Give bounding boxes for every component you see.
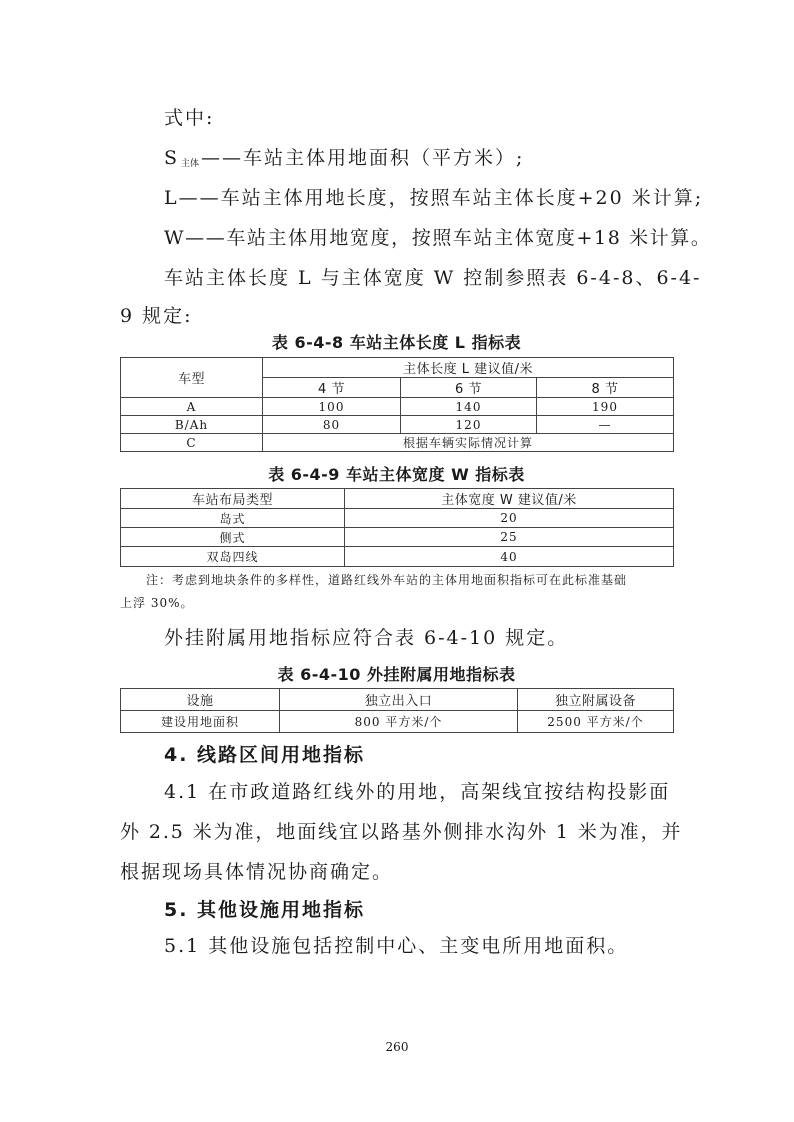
paragraph-reference-line1: 车站主体长度 L 与主体宽度 W 控制参照表 6-4-8、6-4- [164,267,702,289]
section-5-line1: 5.1 其他设施包括控制中心、主变电所用地面积。 [164,935,629,957]
table1-subheader: 4 节 [263,378,401,398]
s-subscript: 主体 [181,159,200,169]
table1-cell: 120 [401,416,537,434]
table2-cell: 40 [345,547,674,567]
table-row [121,711,674,733]
s-definition-text: ——车站主体用地面积（平方米）; [201,147,525,169]
table2-header: 主体宽度 W 建议值/米 [345,489,674,509]
table1-cell-type: A [121,398,263,416]
s-symbol: S [164,147,180,169]
table2-header: 车站布局类型 [121,489,345,509]
table3-header: 设施 [121,689,280,711]
table1-subheader: 6 节 [401,378,537,398]
table1-header-vehicle-type: 车型 [121,358,263,398]
section-4-line2: 外 2.5 米为准，地面线宜以路基外侧排水沟外 1 米为准，并 [120,821,683,843]
table3-caption: 表 6-4-10 外挂附属用地指标表 [277,665,516,684]
table-row [121,528,674,547]
table-row [121,416,674,434]
table1-cell: 190 [537,398,674,416]
table1-cell: 140 [401,398,537,416]
section-5-heading: 5. 其他设施用地指标 [164,899,366,921]
table-station-width [120,488,674,567]
table-row [121,434,674,452]
table2-cell: 双岛四线 [121,547,345,567]
page-number: 260 [385,1040,409,1054]
table2-cell: 岛式 [121,509,345,528]
section-4-line1: 4.1 在市政道路红线外的用地，高架线宜按结构投影面 [164,781,671,803]
table-row [121,547,674,567]
table2-cell: 20 [345,509,674,528]
table-row [121,509,674,528]
paragraph-formula-intro: 式中: [164,107,215,129]
table1-cell: — [537,416,674,434]
table3-cell: 2500 平方米/个 [518,711,674,733]
table1-header-length-group: 主体长度 L 建议值/米 [263,358,674,378]
paragraph-reference-line2: 9 规定: [120,305,193,327]
paragraph-w-definition: W——车站主体用地宽度，按照车站主体宽度+18 米计算。 [164,227,712,249]
table1-caption: 表 6-4-8 车站主体长度 L 指标表 [271,333,522,352]
table1-cell-type: C [121,434,263,452]
paragraph-l-definition: L——车站主体用地长度，按照车站主体长度+20 米计算; [164,187,704,209]
table3-cell: 800 平方米/个 [280,711,518,733]
table2-cell: 25 [345,528,674,547]
table1-cell-merged: 根据车辆实际情况计算 [263,434,674,452]
paragraph-appendage-reference: 外挂附属用地指标应符合表 6-4-10 规定。 [164,627,569,649]
table-note-line2: 上浮 30%。 [120,596,194,610]
table2-cell: 侧式 [121,528,345,547]
table-row [121,398,674,416]
table1-subheader: 8 节 [537,378,674,398]
paragraph-s-definition [164,146,524,176]
table1-cell: 80 [263,416,401,434]
table-station-length [120,357,674,452]
table3-header: 独立附属设备 [518,689,674,711]
table1-cell-type: B/Ah [121,416,263,434]
table3-cell: 建设用地面积 [121,711,280,733]
section-4-line3: 根据现场具体情况协商确定。 [120,861,394,883]
section-4-heading: 4. 线路区间用地指标 [164,744,366,766]
table2-caption: 表 6-4-9 车站主体宽度 W 指标表 [268,465,525,484]
table1-cell: 100 [263,398,401,416]
table-note-line1: 注：考虑到地块条件的多样性，道路红线外车站的主体用地面积指标可在此标准基础 [146,573,628,587]
table-appendage-land [120,688,674,733]
table3-header: 独立出入口 [280,689,518,711]
